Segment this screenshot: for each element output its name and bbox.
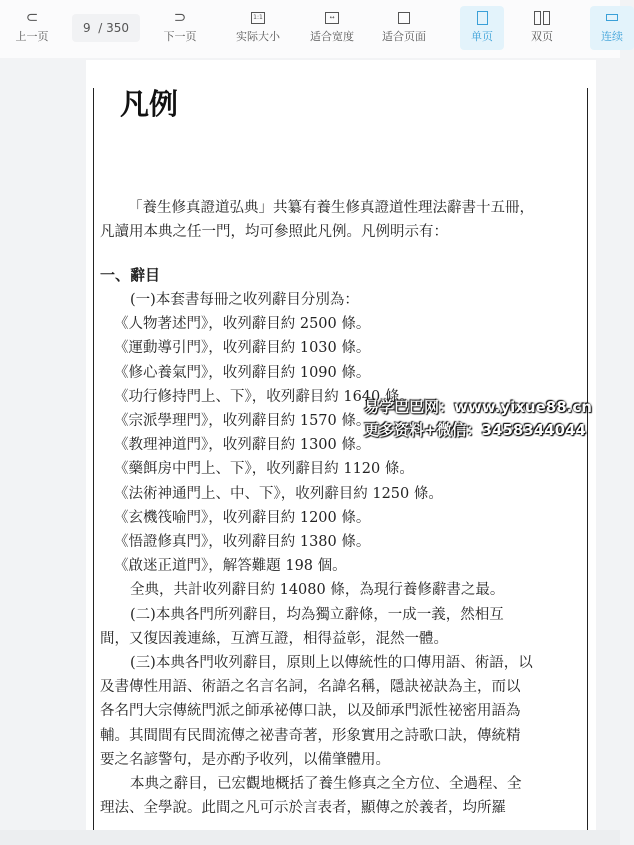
text-line: 《功行修持門上、下》，收列辭目約 1640 條。 — [114, 388, 414, 405]
watermark-line: 易学巴巴网：www.yixue88.cn — [364, 398, 592, 416]
text-line: 理法、全學說。此間之凡可示於言表者，顯傳之於義者，均所羅 — [100, 800, 506, 817]
text-line: 《悟證修真門》，收列辭目約 1380 條。 — [114, 534, 371, 550]
fit-width-label: 适合宽度 — [310, 30, 354, 43]
actual-size-label: 实际大小 — [236, 30, 280, 43]
prev-page-label: 上一页 — [15, 30, 49, 43]
next-page-label: 下一页 — [163, 30, 197, 43]
actual-size-icon — [228, 6, 288, 28]
text-line: 《啟迷正道門》，解答難題 198 個。 — [114, 558, 347, 575]
text-line: 本典之辭目，已宏觀地概括了養生修真之全方位、全過程、全 — [130, 776, 522, 792]
actual-size-glyph: 1:1 — [251, 12, 265, 24]
text-line: 各名門大宗傳統門派之師承祕傳口訣，以及師承門派性祕密用語為 — [100, 703, 521, 720]
single-page-icon — [460, 6, 504, 28]
scroll-area-bottom — [0, 830, 620, 845]
continuous-button[interactable] — [590, 6, 634, 50]
single-page-button[interactable] — [460, 6, 504, 50]
document-page — [86, 60, 596, 830]
page-right-rule — [587, 88, 588, 830]
current-page: 9 — [82, 21, 91, 35]
watermark — [364, 396, 592, 442]
fit-width-glyph: ↔ — [325, 12, 339, 24]
single-page-label: 单页 — [471, 30, 493, 43]
text-line: (三)本典各門收列辭目，原則上以傳統性的口傳用語、術語，以 — [130, 655, 533, 671]
text-line: 全典，共計收列辭目約 14080 條，為現行養修辭書之最。 — [130, 582, 505, 599]
fit-width-button[interactable] — [302, 6, 362, 44]
text-line: 凡讀用本典之任一門，均可參照此凡例。凡例明示有： — [100, 224, 448, 240]
continuous-label: 连续 — [601, 30, 623, 43]
watermark-line: 更多资料+微信：3458344044 — [364, 421, 586, 439]
fit-page-icon — [374, 6, 434, 28]
page-left-rule — [93, 88, 94, 830]
fit-width-icon — [302, 6, 362, 28]
fit-page-button[interactable] — [374, 6, 434, 44]
text-line: 一、辭目 — [100, 266, 161, 284]
text-line: 《人物著述門》，收列辭目約 2500 條。 — [114, 316, 371, 333]
text-line: 《宗派學理門》，收列辭目約 1570 條。 — [114, 413, 371, 429]
double-page-label: 双页 — [531, 30, 553, 43]
chevron-right-circle-icon: ⊃ — [173, 8, 187, 26]
prev-page-button[interactable] — [2, 6, 62, 44]
next-page-button[interactable] — [150, 6, 210, 44]
actual-size-button[interactable] — [228, 6, 288, 44]
text-line: 《教理神道門》，收列辭目約 1300 條。 — [114, 437, 371, 454]
text-line: 《玄機筏喻門》，收列辭目約 1200 條。 — [114, 509, 371, 526]
toolbar — [0, 0, 623, 58]
total-pages: / 350 — [98, 21, 130, 35]
fit-page-label: 适合页面 — [382, 30, 426, 43]
double-page-icon — [520, 6, 564, 28]
text-line: (一)本套書每冊之收列辭目分別為： — [130, 292, 359, 308]
text-line: 要之名諺警句，是亦酌予收列，以備肇體用。 — [100, 751, 390, 768]
chevron-left-circle-icon: ⊂ — [25, 8, 39, 26]
text-line: (二)本典各門所列辭目，均為獨立辭條，一成一義，然相互 — [130, 606, 504, 623]
double-page-button[interactable] — [520, 6, 564, 44]
text-line: 《藥餌房中門上、下》，收列辭目約 1120 條。 — [114, 461, 414, 478]
text-line: 「養生修真證道弘典」共纂有養生修真證道性理法辭書十五冊， — [128, 200, 534, 216]
text-line: 輔。其間間有民間流傳之祕書奇著，形象實用之詩歌口訣，傳統精 — [100, 727, 521, 744]
text-line: 《法術神通門上、中、下》，收列辭目約 1250 條。 — [114, 485, 443, 502]
page-title: 凡例 — [120, 87, 179, 121]
text-line: 《運動導引門》，收列辭目約 1030 條。 — [114, 340, 371, 357]
text-line: 及書傳性用語、術語之名言名詞，名諱名稱，隱訣祕訣為主，而以 — [100, 679, 521, 696]
page-number-input[interactable] — [72, 14, 140, 42]
text-line: 《修心養氣門》，收列辭目約 1090 條。 — [114, 364, 371, 381]
continuous-icon — [590, 6, 634, 28]
text-line: 間，又復因義連絲，互濟互證，相得益彰，混然一體。 — [100, 630, 448, 647]
